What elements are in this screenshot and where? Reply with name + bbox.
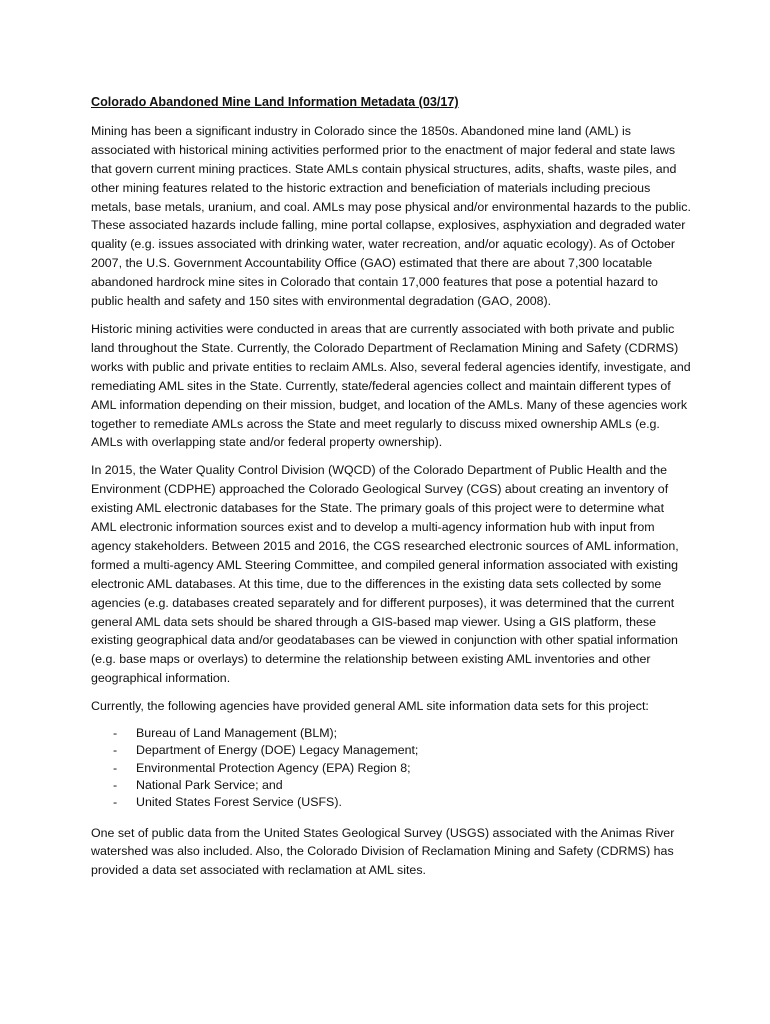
list-item: - United States Forest Service (USFS).	[113, 794, 691, 811]
list-item: - Department of Energy (DOE) Legacy Management;	[113, 742, 691, 759]
paragraph-intro: Mining has been a significant industry in Colorado since the 1850s. Abandoned mine land (AML) is associated with historical mining activities performed prior to the enactment of major federal and state laws that govern current mining practices. State AMLs contain physical structures, adits, shafts, waste piles, and other mining features related to the historic extraction and beneficiation of materials including precious metals, base metals, uranium, and coal. AMLs may pose physical and/or environmental hazards to the public. These associated hazards include falling, mine portal collapse, explosives, asphyxiation and degraded water quality (e.g. issues associated with drinking water, water recreation, and/or aquatic ecology). As of October 2007, the U.S. Government Accountability Office (GAO) estimated that there are about 7,300 locatable abandoned hardrock mine sites in Colorado that contain 17,000 features that pose a potential hazard to public health and safety and 150 sites with environmental degradation (GAO, 2008).	[91, 123, 691, 309]
list-item: - Environmental Protection Agency (EPA) Region 8;	[113, 760, 691, 777]
paragraph-historic: Historic mining activities were conducted in areas that are currently associated with both private and public land throughout the State. Currently, the Colorado Department of Reclamation Mining and Safety (CDRMS) works with public and private entities to reclaim AMLs. Also, several federal agencies identify, investigate, and remediating AML sites in the State. Currently, state/federal agencies collect and maintain different types of AML information depending on their mission, budget, and location of the AMLs. Many of these agencies work together to remediate AMLs across the State and meet regularly to discuss mixed ownership AMLs (e.g. AMLs with overlapping state and/or federal property ownership).	[91, 321, 691, 450]
document-page	[91, 93, 691, 889]
agency-list	[91, 725, 691, 811]
list-item: - Bureau of Land Management (BLM);	[113, 725, 691, 742]
paragraph-project: In 2015, the Water Quality Control Division (WQCD) of the Colorado Department of Public Health and the Environment (CDPHE) approached the Colorado Geological Survey (CGS) about creating an inventory of existing AML electronic databases for the State. The primary goals of this project were to determine what AML electronic information sources exist and to develop a multi-agency information hub with input from agency stakeholders. Between 2015 and 2016, the CGS researched electronic sources of AML information, formed a multi-agency AML Steering Committee, and compiled general information associated with existing electronic AML databases. At this time, due to the differences in the existing data sets collected by some agencies (e.g. databases created separately and for different purposes), it was determined that the current general AML data sets should be shared through a GIS-based map viewer. Using a GIS platform, these existing geographical data and/or geodatabases can be viewed in conjunction with other spatial information (e.g. base maps or overlays) to determine the relationship between existing AML inventories and other geographical information.	[91, 463, 679, 686]
list-item: - National Park Service; and	[113, 777, 691, 794]
paragraph-closing: One set of public data from the United States Geological Survey (USGS) associated with the Animas River watershed was also included. Also, the Colorado Division of Reclamation Mining and Safety (CDRMS) has provided a data set associated with reclamation at AML sites.	[91, 825, 675, 878]
paragraph-agencies-intro: Currently, the following agencies have provided general AML site information data sets for this project:	[91, 699, 649, 714]
document-title: Colorado Abandoned Mine Land Information Metadata (03/17)	[91, 95, 459, 109]
